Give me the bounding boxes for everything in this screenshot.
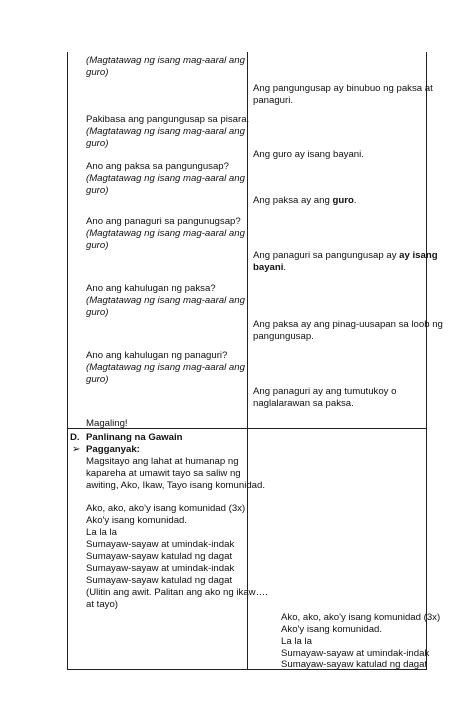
answer-3-suffix: .	[353, 195, 357, 206]
song-line: Ako'y isang komunidad.	[86, 515, 188, 526]
answer-2: Ang guro ay isang bayani.	[253, 149, 364, 160]
instruction-text: guro)	[86, 240, 109, 251]
response-song-line: Ako'y isang komunidad.	[281, 624, 383, 635]
instruction-text: guro)	[86, 374, 109, 385]
question-paksa: Ano ang paksa sa pangungusap?	[86, 161, 229, 172]
answer-4-suffix: .	[283, 262, 287, 273]
intro-line: Magsitayo ang lahat at humanap ng	[86, 456, 239, 467]
answer-6: naglalarawan sa paksa.	[253, 398, 354, 409]
instruction-text: guro)	[86, 138, 109, 149]
answer-3-prefix: Ang paksa ay ang	[253, 195, 333, 206]
song-line: Sumayaw-sayaw katulad ng dagat	[86, 551, 233, 562]
instruction-text: guro)	[86, 307, 109, 318]
question-kahulugan-paksa: Ano ang kahulugan ng paksa?	[86, 283, 216, 294]
answer-3-bold: guro	[332, 195, 354, 206]
response-song-line: Sumayaw-sayaw at umindak-indak	[281, 648, 430, 659]
song-line: (Ulitin ang awit. Palitan ang ako ng ikaw….	[86, 587, 268, 598]
response-song-line: Ako, ako, ako'y isang komunidad (3x)	[281, 612, 441, 623]
praise-text: Magaling!	[86, 418, 128, 429]
answer-5: Ang paksa ay ang pinag-uusapan sa loob ng	[253, 319, 443, 330]
table-border-left	[67, 52, 68, 670]
instruction-text: guro)	[86, 67, 109, 78]
instruction-text: (Magtatawag ng isang mag-aaral ang	[86, 55, 245, 66]
answer-1: panaguri.	[253, 95, 294, 106]
answer-4	[253, 250, 438, 262]
response-song-line: Sumayaw-sayaw katulad ng dagat	[281, 659, 428, 670]
intro-line: awiting, Ako, Ikaw, Tayo isang komunidad.	[86, 480, 266, 491]
instruction-text: (Magtatawag ng isang mag-aaral ang	[86, 362, 245, 373]
instruction-text: (Magtatawag ng isang mag-aaral ang	[86, 126, 245, 137]
song-line: Ako, ako, ako'y isang komunidad (3x)	[86, 503, 246, 514]
instruction-text: (Magtatawag ng isang mag-aaral ang	[86, 173, 245, 184]
subsection-title: Pagganyak:	[86, 444, 140, 455]
column-divider	[247, 52, 248, 670]
question-kahulugan-panaguri: Ano ang kahulugan ng panaguri?	[86, 350, 228, 361]
section-title: Panlinang na Gawain	[86, 432, 183, 443]
song-line: Sumayaw-sayaw at umindak-indak	[86, 563, 235, 574]
instruction-text: (Magtatawag ng isang mag-aaral ang	[86, 228, 245, 239]
instruction-text: guro)	[86, 185, 109, 196]
question-read: Pakibasa ang pangungusap sa pisara.	[86, 114, 250, 125]
answer-3	[253, 195, 356, 207]
response-song-line: La la la	[281, 636, 312, 647]
song-line: at tayo)	[86, 599, 118, 610]
answer-4-bold: ay isang	[399, 250, 438, 261]
song-line: Sumayaw-sayaw at umindak-indak	[86, 539, 235, 550]
answer-6: Ang panaguri ay ang tumutukoy o	[253, 386, 397, 397]
intro-line: kapareha at umawit tayo sa saliw ng	[86, 468, 241, 479]
arrow-bullet-icon: ➢	[72, 444, 81, 455]
question-panaguri: Ano ang panaguri sa pangunugsap?	[86, 216, 241, 227]
answer-1: Ang pangungusap ay binubuo ng paksa at	[253, 83, 433, 94]
section-letter: D.	[70, 432, 80, 443]
answer-4	[253, 262, 286, 274]
answer-4-bold: bayani	[253, 262, 284, 273]
instruction-text: (Magtatawag ng isang mag-aaral ang	[86, 295, 245, 306]
answer-5: pangungusap.	[253, 331, 314, 342]
answer-4-prefix: Ang panaguri sa pangungusap ay	[253, 250, 400, 261]
song-line: Sumayaw-sayaw katulad ng dagat	[86, 575, 233, 586]
table-border-right	[426, 52, 427, 670]
song-line: La la la	[86, 527, 117, 538]
